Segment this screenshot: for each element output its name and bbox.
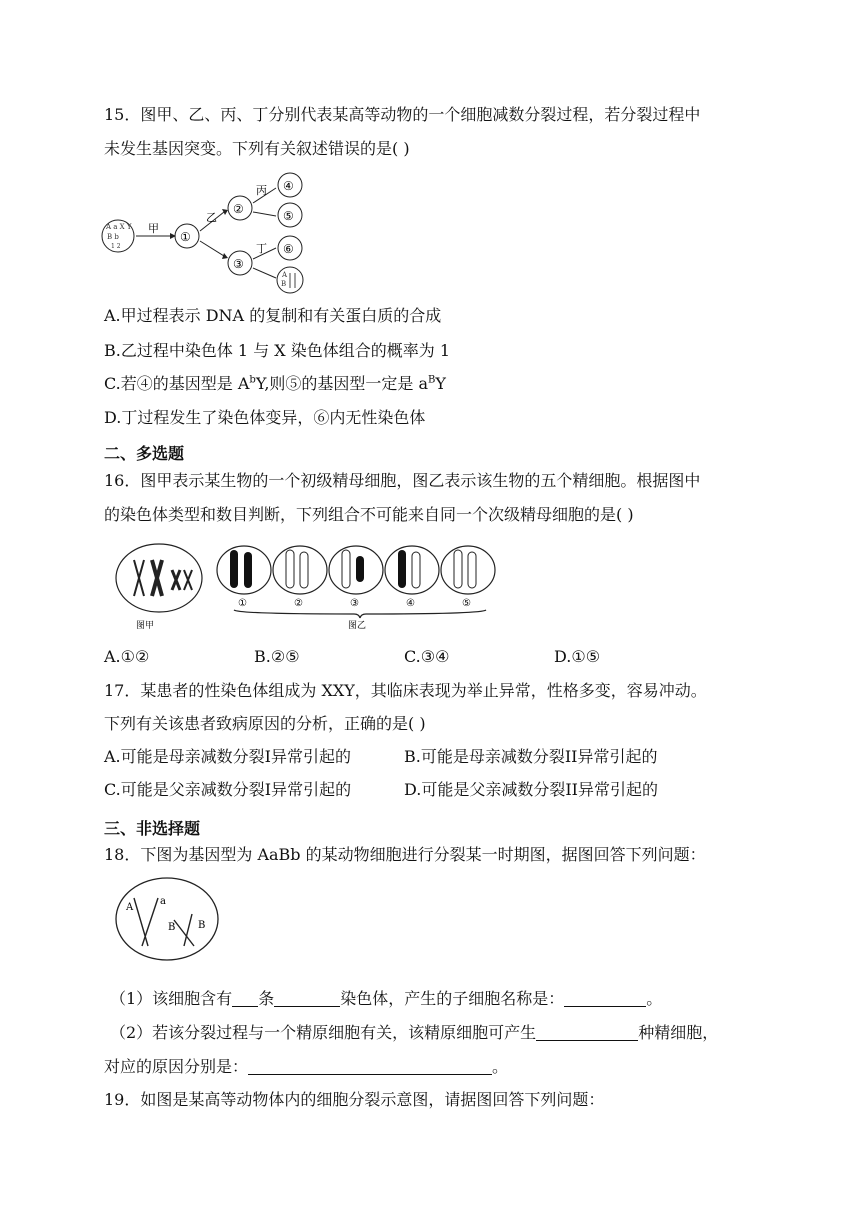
q18-label-b-left: B <box>168 922 176 933</box>
q15-option-a: A.甲过程表示 DNA 的复制和有关蛋白质的合成 <box>104 306 442 325</box>
q16-stem-line2: 的染色体类型和数目判断，下列组合不可能来自同一个次级精母细胞的是( ) <box>104 505 634 524</box>
q18-sub2-text1: （2）若该分裂过程与一个精原细胞有关，该精原细胞可产生 <box>110 1023 537 1042</box>
q18-sub1-text3: 染色体，产生的子细胞名称是： <box>340 989 565 1008</box>
q15-option-c-part3: Y <box>435 374 446 393</box>
q15-option-c-part1: C.若④的基因型是 A <box>104 374 250 393</box>
q15-option-c-sup2: B <box>428 374 436 386</box>
q15-option-d: D.丁过程发生了染色体变异，⑥内无性染色体 <box>104 408 426 427</box>
q18-stem: 18．下图为基因型为 AaBb 的某动物细胞进行分裂某一时期图，据图回答下列问题： <box>104 845 706 864</box>
q18-label-a-lower: a <box>160 896 166 907</box>
q16-cell-1 <box>217 546 271 594</box>
q16-cell-label-4: ④ <box>406 598 415 609</box>
q17-option-b: B.可能是母亲减数分裂II异常引起的 <box>404 747 658 766</box>
q18-figure <box>114 876 220 962</box>
q16-option-b: B.②⑤ <box>254 647 300 666</box>
q17-stem-line2: 下列有关该患者致病原因的分析，正确的是( ) <box>104 714 426 733</box>
q18-sub2-text2: 种精细胞， <box>638 1023 719 1042</box>
q18-blank-kinds[interactable] <box>536 1024 638 1041</box>
q18-blank-reason[interactable] <box>248 1058 492 1075</box>
q18-label-b-right: B <box>198 920 206 931</box>
q15-stem-line1: 15．图甲、乙、丙、丁分别代表某高等动物的一个细胞减数分裂过程，若分裂过程中 <box>104 105 701 124</box>
q15-node-3-label: ③ <box>233 257 244 271</box>
q16-cell-label-5: ⑤ <box>462 598 471 609</box>
q17-option-c: C.可能是父亲减数分裂I异常引起的 <box>104 780 352 799</box>
q16-cell-2 <box>273 546 327 594</box>
q18-blank-daughter[interactable] <box>564 990 646 1007</box>
q15-label-ding: 丁 <box>256 242 267 255</box>
q15-arrowhead-yi-up <box>222 209 228 215</box>
q15-start-cell-text1: A a X Y <box>106 223 132 231</box>
q15-node-1-label: ① <box>180 230 191 244</box>
q18-cell <box>116 878 218 960</box>
q15-label-jia: 甲 <box>148 222 159 235</box>
q15-end-cell-text2: B <box>281 280 287 288</box>
q16-figure <box>104 538 514 634</box>
q15-option-b: B.乙过程中染色体 1 与 X 染色体组合的概率为 1 <box>104 341 451 360</box>
q15-arrow-bing-down <box>253 212 276 216</box>
q16-cell-label-1: ① <box>238 598 247 609</box>
q16-cell-3 <box>329 546 383 594</box>
section2-heading: 二、多选题 <box>104 444 185 463</box>
q15-figure <box>100 170 320 298</box>
q16-cell-5 <box>441 546 495 594</box>
q19-stem: 19．如图是某高等动物体内的细胞分裂示意图，请据图回答下列问题： <box>104 1090 605 1109</box>
q16-brace <box>234 610 486 618</box>
q16-cell-label-3: ③ <box>350 598 359 609</box>
q18-sub1-text1: （1）该细胞含有 <box>110 989 233 1008</box>
q18-sub1-text4: 。 <box>646 989 663 1008</box>
q18-label-a-upper: A <box>126 902 134 913</box>
q18-sub2-text3: 对应的原因分别是： <box>104 1057 249 1076</box>
q18-sub1-text2: 条 <box>258 989 275 1008</box>
q16-option-a: A.①② <box>104 647 150 666</box>
q15-label-bing: 丙 <box>256 184 267 197</box>
q15-end-cell-text1: A <box>282 271 288 279</box>
q15-label-yi: 乙 <box>206 211 217 224</box>
q15-node-4-label: ④ <box>283 179 294 193</box>
q15-option-c-sup1: b <box>249 374 256 386</box>
q15-start-cell-text2: B b <box>107 233 119 241</box>
q16-option-d: D.①⑤ <box>554 647 601 666</box>
q15-node-2-label: ② <box>233 202 244 216</box>
q16-caption-left: 图甲 <box>136 621 155 631</box>
q16-stem-line1: 16．图甲表示某生物的一个初级精母细胞，图乙表示该生物的五个精细胞。根据图中 <box>104 471 701 490</box>
q15-arrowhead-yi-down <box>222 253 228 259</box>
q17-option-a: A.可能是母亲减数分裂I异常引起的 <box>104 747 351 766</box>
q18-sub2-line2 <box>104 1056 508 1078</box>
q16-figure-jia-chromosomes <box>134 560 192 596</box>
q18-blank-count[interactable] <box>232 990 258 1007</box>
q17-option-d: D.可能是父亲减数分裂II异常引起的 <box>404 780 658 799</box>
q16-cell-4 <box>385 546 439 594</box>
q18-blank-type[interactable] <box>274 990 340 1007</box>
q15-node-6-label: ⑥ <box>283 242 294 256</box>
q15-node-5-label: ⑤ <box>283 209 294 223</box>
q15-stem-line2: 未发生基因突变。下列有关叙述错误的是( ) <box>104 139 410 158</box>
q15-option-c-part2: Y,则⑤的基因型一定是 a <box>255 374 429 393</box>
q17-stem-line1: 17．某患者的性染色体组成为 XXY，其临床表现为举止异常，性格多变，容易冲动。 <box>104 681 707 700</box>
q18-sub2 <box>110 1022 718 1044</box>
q18-sub2-text4: 。 <box>492 1057 509 1076</box>
q16-option-c: C.③④ <box>404 647 450 666</box>
q16-cell-label-2: ② <box>294 598 303 609</box>
q15-start-cell-text3: 1 2 <box>111 243 121 250</box>
q18-sub1 <box>110 988 662 1010</box>
q16-caption-right: 图乙 <box>348 621 367 631</box>
q15-arrow-yi-down <box>200 241 224 256</box>
q15-arrow-ding-down <box>253 268 276 278</box>
q15-option-c <box>104 373 446 395</box>
section3-heading: 三、非选择题 <box>104 819 201 838</box>
